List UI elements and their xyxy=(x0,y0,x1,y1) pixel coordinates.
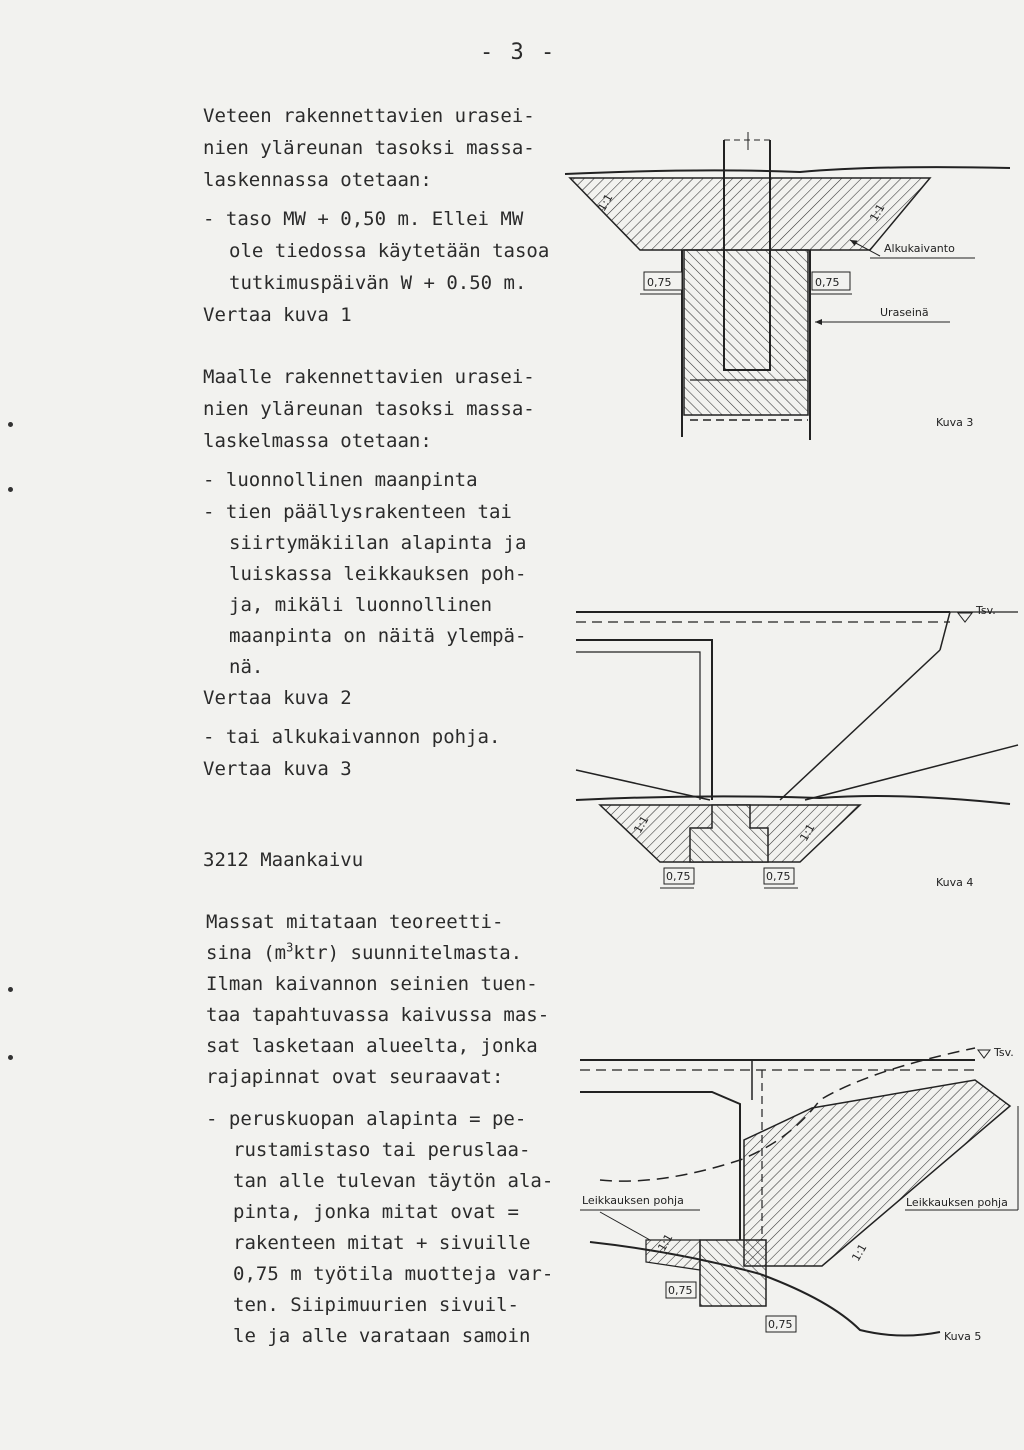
figure-3 xyxy=(565,132,1010,440)
list-item-1-cont-2: tutkimuspäivän W + 0.50 m. xyxy=(229,272,527,294)
list-item-1: - taso MW + 0,50 m. Ellei MW xyxy=(203,208,524,230)
list-item-3-cont-5: nä. xyxy=(229,656,264,678)
fig5-label-right: Leikkauksen pohja xyxy=(906,1196,1008,1209)
fig4-dim-right: 0,75 xyxy=(766,870,791,883)
fig3-caption: Kuva 3 xyxy=(936,416,974,429)
list-item-3-cont-4: maanpinta on näitä ylempä- xyxy=(229,625,527,647)
fig5-slope-left: 1:1 xyxy=(655,1231,676,1254)
para-3-line-1: Massat mitataan teoreetti- xyxy=(206,911,504,933)
list-item-5-cont-4: rakenteen mitat + sivuille xyxy=(233,1232,531,1254)
section-heading: 3212 Maankaivu xyxy=(203,849,364,871)
list-item-3: - tien päällysrakenteen tai xyxy=(203,501,512,523)
fig4-caption: Kuva 4 xyxy=(936,876,974,889)
list-item-3-cont-2: luiskassa leikkauksen poh- xyxy=(229,563,527,585)
page-number: - 3 - xyxy=(480,40,557,65)
reference-2: Vertaa kuva 2 xyxy=(203,687,352,709)
fig4-level: Tsv. xyxy=(976,604,996,617)
fig5-caption: Kuva 5 xyxy=(944,1330,982,1343)
para-3-line-4: taa tapahtuvassa kaivussa mas- xyxy=(206,1004,550,1026)
para-3-line-6: rajapinnat ovat seuraavat: xyxy=(206,1066,504,1088)
list-item-5-cont-3: pinta, jonka mitat ovat = xyxy=(233,1201,519,1223)
fig3-label-uraseina: Uraseinä xyxy=(880,306,929,319)
para-3-line-5: sat lasketaan alueelta, jonka xyxy=(206,1035,538,1057)
para-3-line-2: sina $(m^3ktr)$ suunnitelmasta. xyxy=(206,940,523,964)
fig5-slope-right: 1:1 xyxy=(849,1241,870,1264)
fig3-slope-right: 1:1 xyxy=(867,201,888,224)
para-2-line-1: Maalle rakennettavien urasei- xyxy=(203,366,535,388)
fig4-dim-left: 0,75 xyxy=(666,870,691,883)
fig5-label-left: Leikkauksen pohja xyxy=(582,1194,684,1207)
para-3-line-3: Ilman kaivannon seinien tuen- xyxy=(206,973,538,995)
fig3-label-alkukaivanto: Alkukaivanto xyxy=(884,242,955,255)
list-item-4: - tai alkukaivannon pohja. xyxy=(203,726,501,748)
list-item-5-cont-5: 0,75 m työtila muotteja var- xyxy=(233,1263,554,1285)
list-item-2: - luonnollinen maanpinta xyxy=(203,469,478,491)
fig3-slope-left: 1:1 xyxy=(595,191,616,214)
para-2-line-2: nien yläreunan tasoksi massa- xyxy=(203,398,535,420)
list-item-1-cont-1: ole tiedossa käytetään tasoa xyxy=(229,240,550,262)
fig5-dim-left: 0,75 xyxy=(668,1284,693,1297)
fig3-dim-left: 0,75 xyxy=(647,276,672,289)
fig4-slope-left: 1:1 xyxy=(631,813,652,836)
para-2-line-3: laskelmassa otetaan: xyxy=(203,430,432,452)
para-1-line-1: Veteen rakennettavien urasei- xyxy=(203,105,535,127)
figure-5 xyxy=(580,1046,1018,1343)
para-1-line-2: nien yläreunan tasoksi massa- xyxy=(203,137,535,159)
list-item-5-cont-1: rustamistaso tai peruslaa- xyxy=(233,1139,531,1161)
list-item-3-cont-1: siirtymäkiilan alapinta ja xyxy=(229,532,527,554)
list-item-5: - peruskuopan alapinta = pe- xyxy=(206,1108,527,1130)
para-1-line-3: laskennassa otetaan: xyxy=(203,169,432,191)
list-item-5-cont-6: ten. Siipimuurien sivuil- xyxy=(233,1294,519,1316)
fig5-level: Tsv. xyxy=(994,1046,1014,1059)
list-item-5-cont-2: tan alle tulevan täytön ala- xyxy=(233,1170,554,1192)
figure-4 xyxy=(576,604,1018,889)
reference-3: Vertaa kuva 3 xyxy=(203,758,352,780)
list-item-3-cont-3: ja, mikäli luonnollinen xyxy=(229,594,493,616)
list-item-5-cont-7: le ja alle varataan samoin xyxy=(233,1325,531,1347)
fig3-dim-right: 0,75 xyxy=(815,276,840,289)
fig5-dim-right: 0,75 xyxy=(768,1318,793,1331)
reference-1: Vertaa kuva 1 xyxy=(203,304,352,326)
fig4-slope-right: 1:1 xyxy=(797,821,818,844)
